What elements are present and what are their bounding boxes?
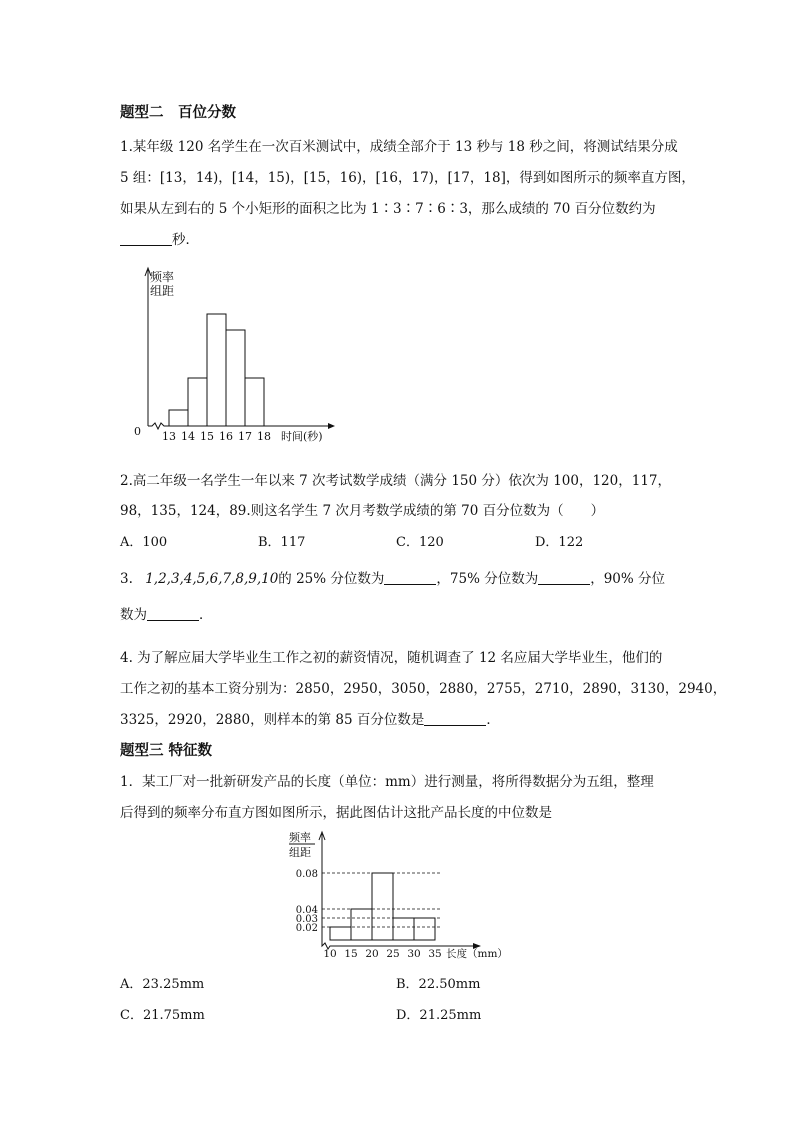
histogram-bar bbox=[414, 918, 435, 940]
question-text: ，75% 分位数为 bbox=[436, 571, 539, 587]
y-axis-label: 频率 bbox=[289, 831, 311, 844]
x-tick-label: 15 bbox=[200, 430, 214, 443]
x-tick-label: 20 bbox=[365, 948, 379, 960]
x-tick-label: 14 bbox=[181, 430, 195, 443]
answer-blank[interactable] bbox=[424, 711, 486, 726]
y-tick-label: 0.04 bbox=[295, 905, 318, 916]
x-tick-label: 17 bbox=[238, 430, 252, 443]
option-d[interactable]: D．21.25mm bbox=[396, 1008, 482, 1023]
y-axis-label: 组距 bbox=[289, 846, 311, 859]
option-a[interactable]: A．100 bbox=[120, 535, 168, 550]
y-tick-label: 0.08 bbox=[295, 869, 318, 880]
histogram-times bbox=[128, 262, 348, 452]
question-text: 秒． bbox=[172, 232, 199, 248]
question-text: 如果从左到右的 5 个小矩形的面积之比为 1∶3∶7∶6∶3，那么成绩的 70 百分位数约为 bbox=[120, 201, 656, 217]
x-axis-arrow bbox=[328, 423, 335, 429]
answer-blank[interactable] bbox=[120, 231, 172, 246]
histogram-bar bbox=[245, 378, 264, 426]
y-axis-label: 频率 bbox=[150, 270, 175, 284]
x-axis-label: 时间(秒) bbox=[281, 430, 323, 443]
histogram-bar bbox=[207, 314, 226, 426]
question-text: 2.高二年级一名学生一年以来 7 次考试数学成绩（满分 150 分）依次为 100，120，117， bbox=[120, 473, 671, 489]
answer-line bbox=[120, 228, 199, 248]
answer-blank[interactable] bbox=[538, 570, 590, 585]
origin-label: 0 bbox=[134, 425, 141, 438]
x-tick-label: 15 bbox=[344, 948, 358, 960]
x-tick-label: 18 bbox=[257, 430, 271, 443]
x-tick-label: 25 bbox=[386, 948, 400, 960]
y-axis-label: 组距 bbox=[150, 284, 175, 298]
option-c[interactable]: C．21.75mm bbox=[120, 1008, 205, 1023]
x-tick-label: 30 bbox=[407, 948, 421, 960]
option-b[interactable]: B．22.50mm bbox=[396, 977, 481, 992]
question-text: ． bbox=[199, 607, 213, 623]
histogram-bar bbox=[226, 330, 245, 426]
x-tick-label: 35 bbox=[428, 948, 442, 960]
x-tick-label: 10 bbox=[323, 948, 337, 960]
question-text: 4. 为了解应届大学毕业生工作之初的薪资情况，随机调查了 12 名应届大学毕业生，他们的 bbox=[120, 650, 663, 666]
option-b[interactable]: B．117 bbox=[258, 535, 306, 550]
question-text: 数为 bbox=[120, 607, 147, 623]
answer-blank[interactable] bbox=[147, 606, 199, 621]
answer-blank[interactable] bbox=[384, 570, 436, 585]
histogram-bar bbox=[393, 918, 414, 940]
histogram-bar bbox=[351, 909, 372, 940]
option-c[interactable]: C．120 bbox=[396, 535, 444, 550]
question-number: 3. bbox=[120, 571, 133, 587]
histogram-bar bbox=[372, 873, 393, 940]
x-axis-label: 长度（mm） bbox=[446, 948, 508, 960]
option-a[interactable]: A．23.25mm bbox=[120, 977, 205, 992]
question-line bbox=[120, 603, 213, 623]
question-text: ，90% 分位 bbox=[590, 571, 666, 587]
y-tick-label: 0.02 bbox=[295, 923, 318, 934]
histogram-bar bbox=[169, 410, 188, 426]
question-line bbox=[120, 567, 665, 587]
histogram-bar bbox=[330, 927, 351, 940]
histogram-lengths bbox=[285, 830, 525, 960]
section-title: 题型三 特征数 bbox=[120, 742, 213, 759]
question-text: 的 25% 分位数为 bbox=[278, 571, 385, 587]
question-text: 3325，2920，2880，则样本的第 85 百分位数是 bbox=[120, 712, 425, 728]
x-tick-label: 13 bbox=[162, 430, 176, 443]
y-tick-label: 0.03 bbox=[295, 914, 318, 925]
data-list: 1,2,3,4,5,6,7,8,9,10 bbox=[145, 571, 279, 587]
section-title: 题型二 百位分数 bbox=[120, 104, 236, 121]
question-text: 工作之初的基本工资分别为：2850，2950，3050，2880，2755，2710，2890，3130，2940， bbox=[120, 681, 727, 697]
question-text: 1．某工厂对一批新研发产品的长度（单位：mm）进行测量，将所得数据分为五组，整理 bbox=[120, 774, 654, 790]
x-tick-label: 16 bbox=[219, 430, 233, 443]
question-text: 5 组：[13，14)，[14，15)，[15，16)，[16，17)，[17，18]，得到如图所示的频率直方图， bbox=[120, 170, 695, 186]
question-text: 98，135，124，89.则这名学生 7 次月考数学成绩的第 70 百分位数为（ ） bbox=[120, 503, 605, 519]
option-d[interactable]: D．122 bbox=[535, 535, 584, 550]
question-text: 后得到的频率分布直方图如图所示，据此图估计这批产品长度的中位数是 bbox=[120, 805, 552, 821]
histogram-bar bbox=[188, 378, 207, 426]
question-text: ． bbox=[486, 712, 500, 728]
question-line bbox=[120, 708, 500, 728]
question-text: 1.某年级 120 名学生在一次百米测试中，成绩全部介于 13 秒与 18 秒之间，将测试结果分成 bbox=[120, 139, 678, 155]
